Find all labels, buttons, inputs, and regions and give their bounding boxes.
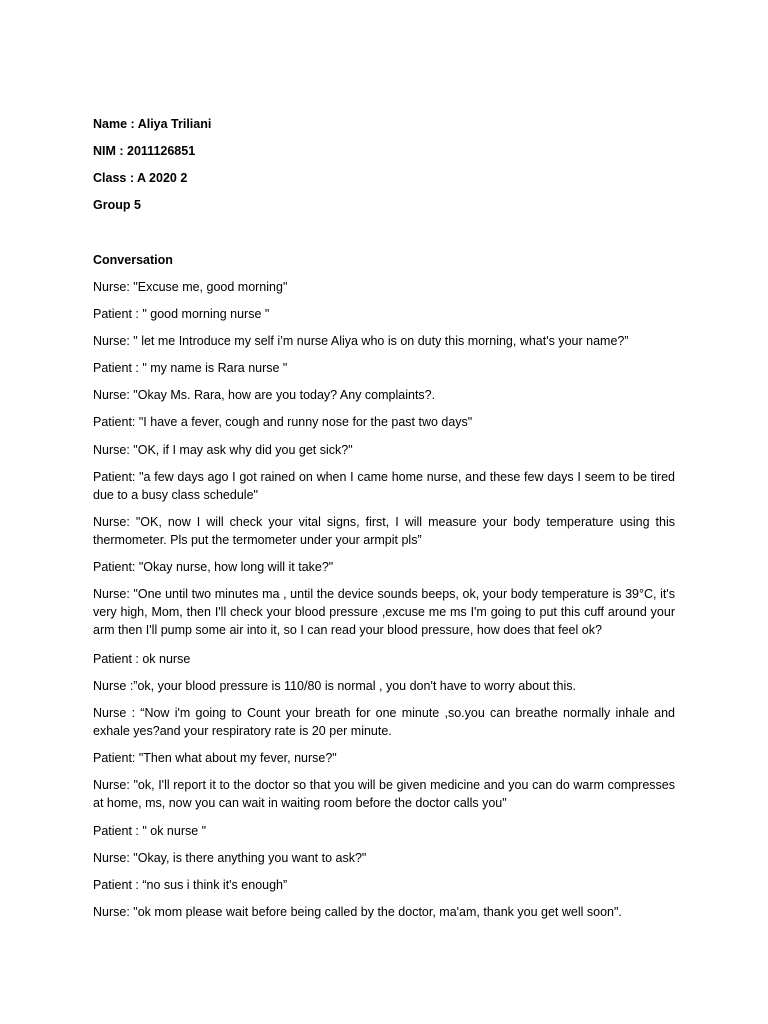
dialogue-line: Nurse: "Okay, is there anything you want to ask?" bbox=[93, 851, 367, 865]
dialogue-line: Nurse: "OK, now I will check your vital signs, first, I will measure your body temperature using this thermometer. Pls put the termometer under your armpit pls” bbox=[93, 515, 675, 547]
dialogue-line: Patient : “no sus i think it's enough” bbox=[93, 878, 288, 892]
dialogue-line: Nurse: " let me Introduce my self i’m nurse Aliya who is on duty this morning, what's your name?” bbox=[93, 334, 629, 348]
dialogue-line: Nurse: "ok, I'll report it to the doctor so that you will be given medicine and you can do warm compresses at home, ms, now you can wait in waiting room before the doctor calls you" bbox=[93, 778, 675, 810]
dialogue-line: Nurse: "ok mom please wait before being called by the doctor, ma'am, thank you get well soon". bbox=[93, 905, 622, 919]
student-class: Class : A 2020 2 bbox=[93, 171, 188, 185]
dialogue-line: Patient : " ok nurse " bbox=[93, 824, 207, 838]
dialogue-line: Patient: "a few days ago I got rained on when I came home nurse, and these few days I seem to be tired due to a busy class schedule" bbox=[93, 470, 675, 502]
student-group: Group 5 bbox=[93, 198, 141, 212]
dialogue-line: Patient: "Okay nurse, how long will it take?" bbox=[93, 560, 334, 574]
dialogue-line: Nurse: "Okay Ms. Rara, how are you today? Any complaints?. bbox=[93, 388, 436, 402]
dialogue-line: Nurse : “Now i'm going to Count your breath for one minute ,so.you can breathe normally inhale and exhale yes?and your respiratory rate is 20 per minute. bbox=[93, 706, 675, 738]
dialogue-line: Nurse: "OK, if I may ask why did you get sick?" bbox=[93, 443, 353, 457]
dialogue-line: Nurse :”ok, your blood pressure is 110/80 is normal , you don't have to worry about this. bbox=[93, 679, 576, 693]
dialogue-line: Nurse: "One until two minutes ma , until the device sounds beeps, ok, your body temperature is 39°C, it's very high, Mom, then I'll check your blood pressure ,excuse me ms I'm going to put this cuff around your arm then I'll pump some air into it, so I can read your blood pressure, how does that feel ok? bbox=[93, 587, 675, 637]
dialogue-line: Patient : ok nurse bbox=[93, 652, 191, 666]
dialogue-line: Patient : " my name is Rara nurse " bbox=[93, 361, 288, 375]
dialogue-line: Patient: "Then what about my fever, nurse?" bbox=[93, 751, 337, 765]
dialogue-line: Patient: "I have a fever, cough and runny nose for the past two days" bbox=[93, 415, 473, 429]
conversation-heading: Conversation bbox=[93, 253, 173, 267]
dialogue-line: Patient : " good morning nurse " bbox=[93, 307, 270, 321]
dialogue-line: Nurse: "Excuse me, good morning" bbox=[93, 280, 288, 294]
student-nim: NIM : 2011126851 bbox=[93, 144, 196, 158]
student-name: Name : Aliya Triliani bbox=[93, 117, 212, 131]
